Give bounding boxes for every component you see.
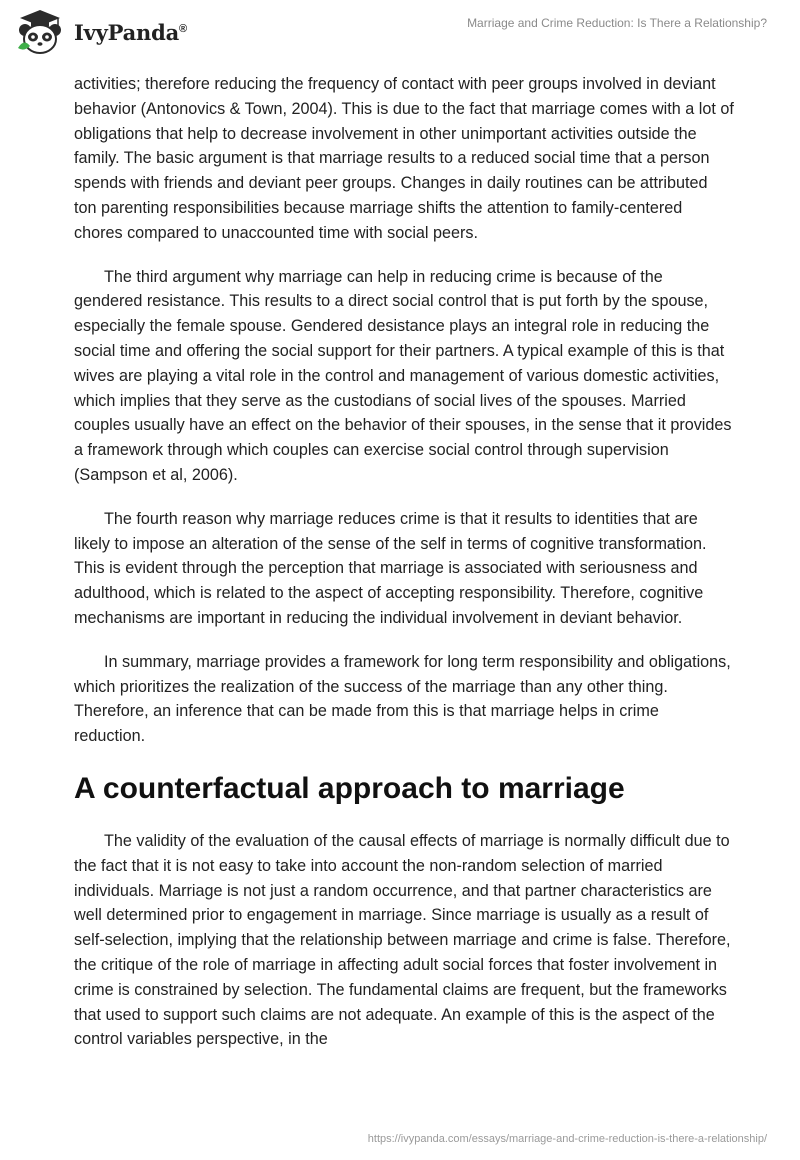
paragraph-4: In summary, marriage provides a framework for long term responsibility and obligations, which prioritizes the realization of the success of the marriage than any other thing. Therefore, an inference that can be made from this is that marriage helps in crime reduction.: [74, 652, 731, 746]
paragraph-5: The validity of the evaluation of the causal effects of marriage is normally difficult due to the fact that it is not easy to take into account the non-random selection of married individuals. Marriage is not just a random occurrence, and that partner characteristics are well determined prior to engagement in marriage. Since marriage is usually as a result of self-selection, implying that the relationship between marriage and crime is false. Therefore, the critique of the role of marriage in affecting adult social forces that foster involvement in crime is constrained by selection. The fundamental claims are frequent, but the frameworks that used to support such claims are not adequate. An example of this is the aspect of the control variables perspective, in the: [74, 831, 731, 1049]
paragraph-2: The third argument why marriage can help in reducing crime is because of the gendered resistance. This results to a direct social control that is put forth by the spouse, especially the female spouse. Gendered desistance plays an integral role in reducing the social time and offering the social support for their partners. A typical example of this is that wives are playing a vital role in the control and management of various domestic activities, which implies that they serve as the custodians of social lives of the spouses. Married couples usually have an effect on the behavior of their spouses, in the sense that it provides a framework through which couples can exercise social control through supervision (Sampson et al, 2006).: [74, 267, 732, 484]
paragraph-3: The fourth reason why marriage reduces crime is that it results to identities that are likely to impose an alteration of the sense of the self in terms of cognitive transformation. This is evident through the perception that marriage is associated with seriousness and adulthood, which is related to the aspect of accepting responsibility. Therefore, cognitive mechanisms are important in reducing the individual involvement in deviant behavior.: [74, 509, 707, 627]
ivypanda-logo[interactable]: [14, 8, 187, 56]
paragraph-1: activities; therefore reducing the frequency of contact with peer groups involved in deviant behavior (Antonovics & Town, 2004). This is due to the fact that marriage comes with a lot of obligations that help to decrease involvement in other unimportant activities outside the family. The basic argument is that marriage results to a reduced social time that a person spends with friends and deviant peer groups. Changes in daily routines can be attributed ton parenting responsibilities because marriage shifts the attention to family-centered chores compared to unaccounted time with social peers.: [74, 75, 734, 242]
footer-source-url[interactable]: https://ivypanda.com/essays/marriage-and-crime-reduction-is-there-a-relationship/: [367, 1133, 767, 1145]
document-title: Marriage and Crime Reduction: Is There a Relationship?: [467, 16, 767, 30]
section-heading: A counterfactual approach to marriage: [74, 771, 625, 805]
logo-wordmark: IvyPanda®: [74, 19, 187, 45]
page-header: [0, 0, 800, 70]
panda-graduate-icon: [14, 8, 66, 56]
essay-content: [74, 72, 734, 1071]
